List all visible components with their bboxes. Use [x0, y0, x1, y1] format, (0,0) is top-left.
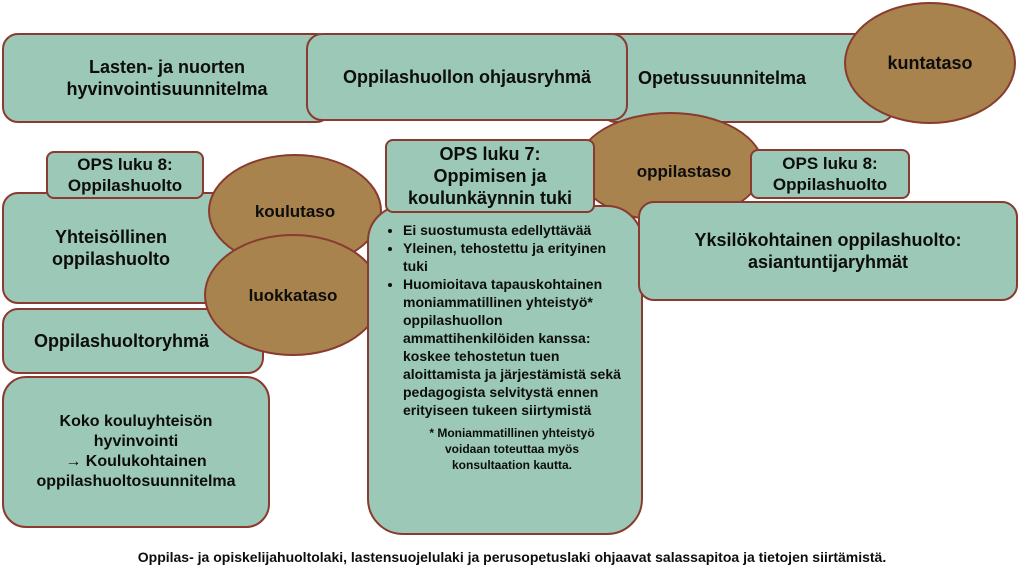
center-bullet-list: [385, 221, 631, 419]
koko-kouluyhteison-hyvinvointi-box: Koko kouluyhteisön hyvinvointi → Koulukohtainen oppilashuoltosuunnitelma: [2, 376, 270, 528]
ops-luku-8-right-label: OPS luku 8: Oppilashuolto: [750, 149, 910, 199]
oppilashuollon-ohjausryhma-box: Oppilashuollon ohjausryhmä: [306, 33, 628, 121]
koulutaso-oval: koulutaso: [208, 154, 382, 268]
luokkataso-oval: luokkataso: [204, 234, 382, 356]
yksilokohtainen-oppilashuolto-box: Yksilökohtainen oppilashuolto: asiantuntijaryhmät: [638, 201, 1018, 301]
opetussuunnitelma-box: Opetussuunnitelma: [600, 33, 895, 123]
oppilashuoltoryhma-box: Oppilashuoltoryhmä: [2, 308, 264, 374]
footnote: * Moniammatillinen yhteistyö voidaan toteuttaa myös konsultaation kautta.: [429, 426, 595, 472]
yhteisollinen-oppilashuolto-box: Yhteisöllinen oppilashuolto: [2, 192, 242, 304]
bullet-item: • Ei suostumusta edellyttävää: [403, 221, 631, 239]
kuntataso-oval: kuntataso: [844, 2, 1016, 124]
ops-luku-8-left-label: OPS luku 8: Oppilashuolto: [46, 151, 204, 199]
lasten-nuorten-hyvinvointisuunnitelma-box: Lasten- ja nuorten hyvinvointisuunnitelma: [2, 33, 332, 123]
center-detail-box: [367, 205, 643, 535]
bullet-item: • Yleinen, tehostettu ja erityinen tuki: [403, 239, 631, 275]
ops-luku-7-label: OPS luku 7: Oppimisen ja koulunkäynnin tuki: [385, 139, 595, 213]
oppilastaso-oval: oppilastaso: [576, 112, 764, 222]
footer-text: Oppilas- ja opiskelijahuoltolaki, lastensuojelulaki ja perusopetuslaki ohjaavat salassapitoa ja tietojen siirtämistä.: [137, 549, 887, 565]
bullet-item: • Huomioitava tapauskohtainen moniammatillinen yhteistyö* oppilashuollon ammattihenkilöiden kanssa: koskee tehostetun tuen aloittamista ja järjestämistä sekä pedagogista selvitystä ennen erityiseen tukeen siirtymistä: [403, 275, 631, 419]
